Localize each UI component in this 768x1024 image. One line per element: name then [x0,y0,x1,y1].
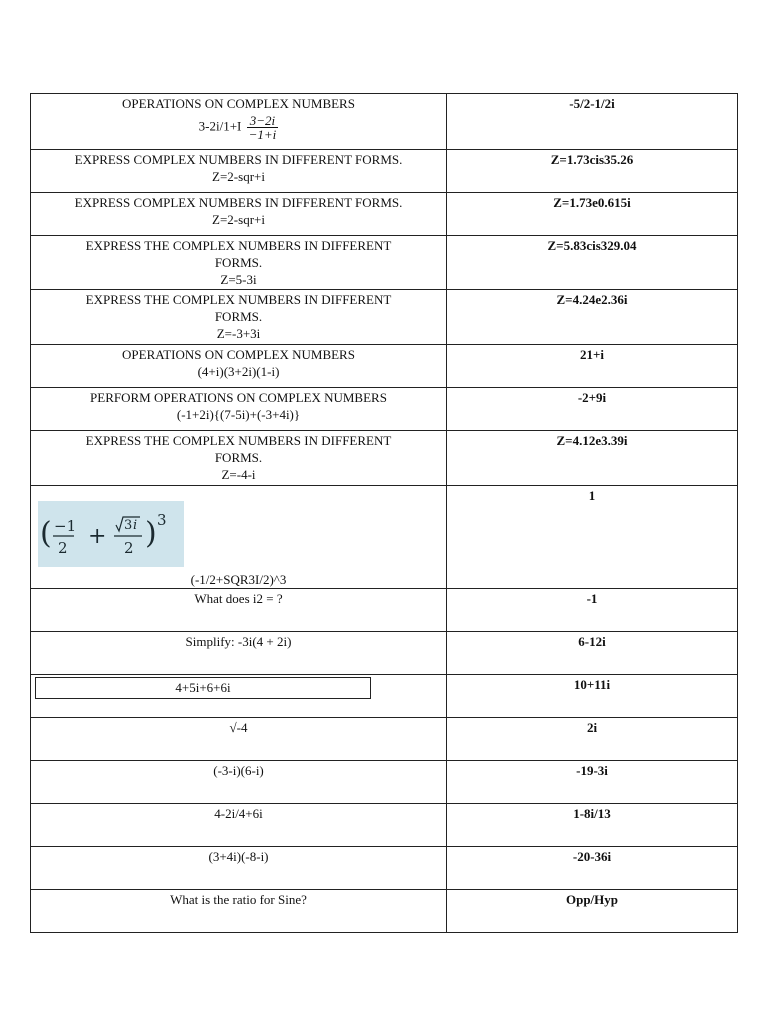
answer-cell: 1 [447,486,738,589]
question-cell [31,431,447,486]
question-cell [31,718,447,761]
table-row [31,431,738,486]
answer-cell: -20-36i [447,847,738,890]
table-row [31,290,738,345]
question-expression: Z=2-sqr+i [212,169,265,184]
table-row [31,150,738,193]
question-text-cont: FORMS. [214,255,263,270]
answer-cell: 10+11i [447,675,738,718]
fraction [247,114,279,141]
question-text: EXPRESS THE COMPLEX NUMBERS IN DIFFERENT [85,433,392,448]
table-row [31,94,738,150]
svg-text:−1: −1 [54,517,77,535]
table-row [31,761,738,804]
answer-cell: 2i [447,718,738,761]
svg-text:i: i [133,518,138,533]
question-text: PERFORM OPERATIONS ON COMPLEX NUMBERS [90,390,387,405]
answer-cell: 21+i [447,345,738,388]
question-expression: Z=5-3i [220,272,257,287]
answer-cell: Opp/Hyp [447,890,738,933]
question-text-cont: FORMS. [214,450,263,465]
question-cell [31,675,447,718]
question-expression: (4+i)(3+2i)(1-i) [197,364,280,379]
table-row [31,718,738,761]
svg-text:3: 3 [157,511,167,529]
table-row [31,804,738,847]
question-expression: Z=2-sqr+i [212,212,265,227]
question-text: (-3-i)(6-i) [213,763,264,778]
svg-text:): ) [145,516,157,551]
question-cell [31,847,447,890]
question-cell [31,388,447,431]
table-row [31,675,738,718]
table-row [31,589,738,632]
answer-cell: Z=4.12e3.39i [447,431,738,486]
question-text: EXPRESS COMPLEX NUMBERS IN DIFFERENT FORMS. [74,195,403,210]
table-row [31,847,738,890]
question-text: Simplify: -3i(4 + 2i) [185,634,292,649]
table-row [31,890,738,933]
question-cell [31,632,447,675]
answer-cell: -1 [447,589,738,632]
table-row [31,236,738,290]
question-cell [31,290,447,345]
question-box: 4+5i+6+6i [35,677,371,699]
question-text: 4-2i/4+6i [214,806,263,821]
question-cell [31,94,447,150]
question-text: What is the ratio for Sine? [170,892,307,907]
svg-text:2: 2 [58,539,68,557]
answer-cell: -5/2-1/2i [447,94,738,150]
svg-text:3: 3 [124,518,133,533]
question-cell [31,236,447,290]
question-expression: (-1+2i){(7-5i)+(-3+4i)} [176,407,301,422]
question-expression: 3-2i/1+I [198,118,242,134]
question-cell [31,150,447,193]
answer-cell: Z=1.73e0.615i [447,193,738,236]
answer-cell: 6-12i [447,632,738,675]
answer-cell: 1-8i/13 [447,804,738,847]
qa-table [30,93,738,933]
table-row [31,345,738,388]
table-row [31,193,738,236]
table-row [31,486,738,589]
question-cell [31,345,447,388]
question-text: EXPRESS COMPLEX NUMBERS IN DIFFERENT FORMS. [74,152,403,167]
svg-text:(: ( [40,516,52,551]
answer-cell: Z=1.73cis35.26 [447,150,738,193]
question-cell [31,890,447,933]
question-cell [31,486,447,589]
fraction-numerator: 3−2i [247,114,279,128]
question-text: OPERATIONS ON COMPLEX NUMBERS [122,347,355,362]
question-text: What does i2 = ? [194,591,283,606]
question-text: OPERATIONS ON COMPLEX NUMBERS [122,96,355,111]
svg-text:+: + [88,524,107,549]
question-text-cont: FORMS. [214,309,263,324]
question-cell [31,589,447,632]
formula-caption: (-1/2+SQR3I/2)^3 [190,572,287,587]
fraction-denominator: −1+i [248,127,277,142]
question-expression: Z=-4-i [221,467,256,482]
question-text: EXPRESS THE COMPLEX NUMBERS IN DIFFERENT [85,238,392,253]
question-cell [31,761,447,804]
table-row [31,632,738,675]
question-expression: Z=-3+3i [216,326,261,341]
answer-cell: Z=4.24e2.36i [447,290,738,345]
question-cell [31,804,447,847]
question-text: √-4 [229,720,248,735]
question-text: (3+4i)(-8-i) [208,849,269,864]
table-row [31,388,738,431]
answer-cell: -19-3i [447,761,738,804]
formula-image [38,501,184,567]
answer-cell: Z=5.83cis329.04 [447,236,738,290]
answer-cell: -2+9i [447,388,738,431]
svg-text:2: 2 [124,539,134,557]
question-cell [31,193,447,236]
question-text: EXPRESS THE COMPLEX NUMBERS IN DIFFERENT [85,292,392,307]
